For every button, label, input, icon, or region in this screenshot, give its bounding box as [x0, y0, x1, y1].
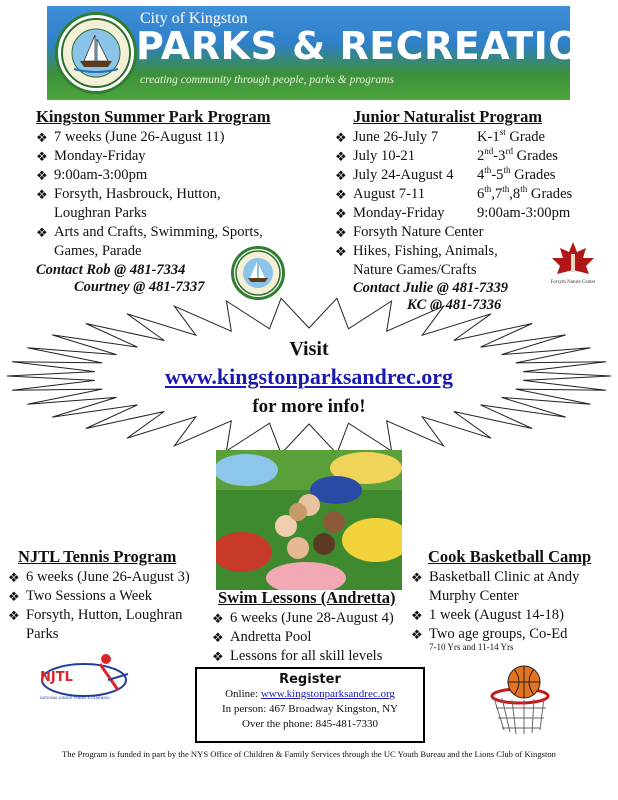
- list-item: ❖ Monday-Friday: [36, 147, 271, 166]
- basketball-section: [411, 547, 591, 652]
- list-item: ❖ Hikes, Fishing, Animals,: [335, 242, 572, 261]
- register-box: Register Online: www.kingstonparksandrec.org In person: 467 Broadway Kingston, NY Over the phone: 845-481-7330: [195, 667, 425, 743]
- list-item: ❖ 9:00am-3:00pm: [36, 166, 271, 185]
- list-item: ❖ Basketball Clinic at Andy: [411, 568, 591, 587]
- tennis-title: NJTL Tennis Program: [18, 547, 177, 566]
- list-item: Parks: [26, 626, 59, 642]
- njtl-logo: NJTL NATIONAL JUNIOR TENNIS & LEARNING: [38, 650, 138, 705]
- list-item: ❖ 1 week (August 14-18): [411, 606, 591, 625]
- list-item: ❖ 7 weeks (June 26-August 11): [36, 128, 271, 147]
- city-seal-logo: [55, 12, 137, 94]
- visit-label: Visit: [289, 338, 329, 360]
- city-seal-small-logo: [231, 246, 285, 300]
- list-item: ❖ Two age groups, Co-Ed: [411, 625, 591, 644]
- register-phone: Over the phone: 845-481-7330: [242, 718, 378, 730]
- list-item: ❖ 6 weeks (June 26-August 3): [8, 568, 190, 587]
- naturalist-section: [335, 107, 572, 314]
- funding-footer: The Program is funded in part by the NYS Office of Children & Family Services through the UC Youth Bureau and the Lions Club of Kingston: [62, 749, 556, 759]
- website-link[interactable]: www.kingstonparksandrec.org: [164, 364, 454, 389]
- summer-contact-rob: Contact Rob @ 481-7334: [36, 262, 186, 278]
- basketball-title: Cook Basketball Camp: [428, 547, 592, 566]
- banner-title: PARKS & RECREATION: [136, 24, 614, 68]
- summer-program-title: Kingston Summer Park Program: [36, 107, 271, 126]
- list-item: Murphy Center: [429, 588, 519, 604]
- list-item: ❖ Andretta Pool: [212, 628, 396, 647]
- swim-section: [212, 588, 396, 666]
- list-item: Loughran Parks: [54, 205, 147, 221]
- naturalist-contact-kc: KC @ 481-7336: [407, 297, 502, 313]
- register-online-link[interactable]: www.kingstonparksandrec.org: [260, 688, 395, 700]
- list-item: ❖ Forsyth, Hutton, Loughran: [8, 606, 190, 625]
- list-item: ❖ Forsyth, Hasbrouck, Hutton,: [36, 185, 271, 204]
- naturalist-row: ❖ Monday-Friday 9:00am-3:00pm: [335, 204, 572, 223]
- forsyth-nature-center-logo: Forsyth Nature Center: [542, 238, 604, 290]
- basketball-ages: 7-10 Yrs and 11-14 Yrs: [429, 642, 514, 652]
- register-title: Register: [279, 672, 341, 687]
- visit-more-info: for more info!: [252, 396, 366, 417]
- naturalist-title: Junior Naturalist Program: [353, 107, 543, 126]
- basketball-hoop-icon: [488, 656, 554, 736]
- tennis-section: [8, 547, 190, 644]
- list-item: Nature Games/Crafts: [353, 262, 477, 278]
- naturalist-row: ❖ July 24-August 4 4th-5th Grades: [335, 166, 572, 185]
- naturalist-row: ❖ June 26-July 7 K-1st Grade: [335, 128, 572, 147]
- swim-title: Swim Lessons (Andretta): [218, 588, 396, 607]
- naturalist-contact-julie: Contact Julie @ 481-7339: [353, 280, 509, 296]
- list-item: ❖ Lessons for all skill levels: [212, 647, 396, 666]
- banner-city: City of Kingston: [140, 10, 248, 27]
- list-item: ❖ Arts and Crafts, Swimming, Sports,: [36, 223, 271, 242]
- list-item: Games, Parade: [54, 243, 142, 259]
- naturalist-row: ❖ August 7-11 6th,7th,8th Grades: [335, 185, 572, 204]
- list-item: ❖ Forsyth Nature Center: [335, 223, 572, 242]
- summer-contact-courtney: Courtney @ 481-7337: [74, 279, 205, 295]
- naturalist-row: ❖ July 10-21 2nd-3rd Grades: [335, 147, 572, 166]
- list-item: ❖ 6 weeks (June 28-August 4): [212, 609, 396, 628]
- kids-photo: [216, 450, 402, 590]
- list-item: ❖ Two Sessions a Week: [8, 587, 190, 606]
- register-in-person: In person: 467 Broadway Kingston, NY: [222, 703, 398, 715]
- banner-tagline: creating community through people, parks & programs: [140, 74, 394, 86]
